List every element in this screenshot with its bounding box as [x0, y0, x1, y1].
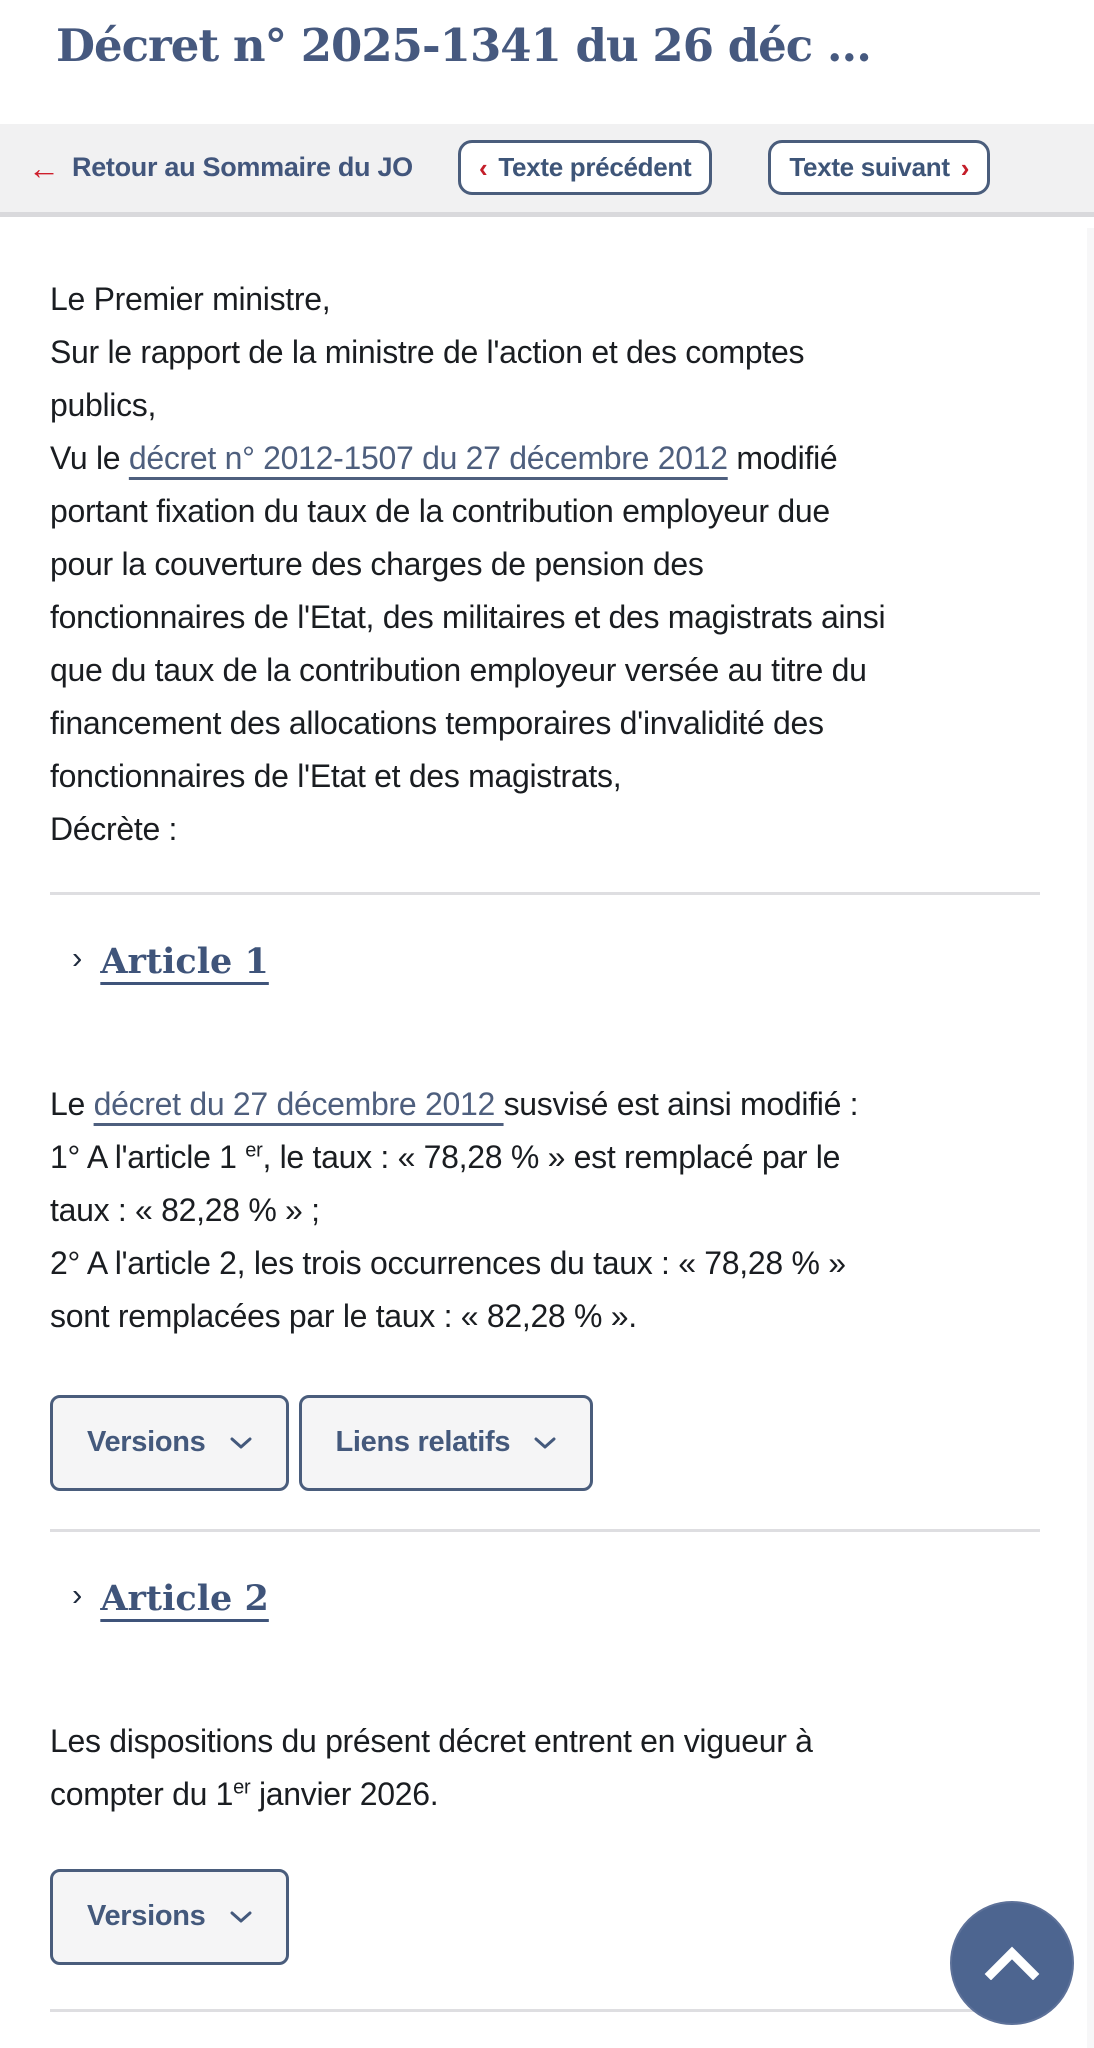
preamble-line: portant fixation du taux de la contribution employeur due [50, 492, 830, 529]
article-1-line [50, 1131, 1040, 1184]
divider [50, 1529, 1040, 1532]
article-1-heading [50, 941, 1040, 982]
scrollbar-track[interactable] [1087, 228, 1094, 2048]
article-1-line: taux : « 82,28 % » ; [50, 1191, 320, 1228]
article-1-line: sont remplacées par le taux : « 82,28 % ». [50, 1297, 637, 1334]
chevron-right-icon: › [960, 152, 970, 183]
chevron-down-icon [534, 1436, 556, 1450]
preamble-line: pour la couverture des charges de pension des [50, 545, 704, 582]
previous-text-button[interactable] [458, 140, 712, 195]
article-text: Le [50, 1085, 94, 1122]
article-2-actions [50, 1869, 1040, 1965]
content [0, 273, 1094, 2012]
article-text: , le taux : « 78,28 % » est remplacé par le [262, 1138, 841, 1175]
preamble-line: fonctionnaires de l'Etat et des magistrats, [50, 757, 622, 794]
superscript-er: er [245, 1139, 263, 1162]
page-title: Décret n° 2025-1341 du 26 déc ... [56, 19, 871, 72]
next-text-button[interactable] [768, 140, 990, 195]
article-1-line [50, 1078, 1040, 1131]
preamble-line: Sur le rapport de la ministre de l'action et des comptes [50, 333, 805, 370]
preamble [50, 273, 1040, 856]
article-1-body [50, 1078, 1040, 1343]
chevron-down-icon [230, 1436, 252, 1450]
chevron-right-icon: › [72, 940, 83, 976]
versions-label: Versions [87, 1900, 206, 1933]
preamble-line [50, 432, 1040, 485]
back-to-summary-label: Retour au Sommaire du JO [72, 152, 413, 183]
chevron-right-icon: › [72, 1577, 83, 1613]
liens-relatifs-label: Liens relatifs [335, 1426, 511, 1459]
article-2-line: Les dispositions du présent décret entrent en vigueur à [50, 1722, 813, 1759]
divider [50, 892, 1040, 895]
divider [50, 2009, 1040, 2012]
article-2-heading [50, 1578, 1040, 1619]
article-1-line: 2° A l'article 2, les trois occurrences du taux : « 78,28 % » [50, 1244, 846, 1281]
chevron-down-icon [230, 1910, 252, 1924]
article-text: 1° A l'article 1 [50, 1138, 246, 1175]
decree-2012-link[interactable]: décret du 27 décembre 2012 [93, 1085, 504, 1122]
preamble-line: Décrète : [50, 810, 178, 847]
left-arrow-icon: ← [28, 149, 60, 186]
decree-2012-1507-link[interactable]: décret n° 2012-1507 du 27 décembre 2012 [128, 439, 728, 476]
article-2-body [50, 1715, 1040, 1821]
article-2-line [50, 1768, 1040, 1821]
next-text-label: Texte suivant [789, 152, 950, 183]
versions-button[interactable] [50, 1395, 289, 1491]
preamble-line: publics, [50, 386, 157, 423]
preamble-line: que du taux de la contribution employeur versée au titre du [50, 651, 867, 688]
chevron-up-icon [983, 1944, 1041, 1983]
article-2-link[interactable]: Article 2 [100, 1577, 269, 1619]
versions-label: Versions [87, 1426, 206, 1459]
chevron-left-icon: ‹ [479, 152, 488, 183]
versions-button[interactable] [50, 1869, 289, 1965]
liens-relatifs-button[interactable] [299, 1395, 594, 1491]
back-to-summary-link[interactable] [28, 149, 452, 186]
article-text: susvisé est ainsi modifié : [503, 1085, 859, 1122]
article-text: compter du 1 [50, 1775, 234, 1812]
article-1-actions [50, 1395, 1040, 1491]
scroll-to-top-button[interactable] [950, 1901, 1074, 2025]
article-text: janvier 2026. [250, 1775, 439, 1812]
previous-text-label: Texte précédent [498, 152, 692, 183]
preamble-line: Le Premier ministre, [50, 280, 331, 317]
preamble-line: financement des allocations temporaires d'invalidité des [50, 704, 824, 741]
article-1-link[interactable]: Article 1 [100, 940, 269, 982]
preamble-line: fonctionnaires de l'Etat, des militaires et des magistrats ainsi [50, 598, 886, 635]
superscript-er: er [233, 1776, 251, 1799]
preamble-text: Vu le [50, 439, 129, 476]
preamble-text: modifié [727, 439, 838, 476]
toolbar [0, 124, 1094, 217]
